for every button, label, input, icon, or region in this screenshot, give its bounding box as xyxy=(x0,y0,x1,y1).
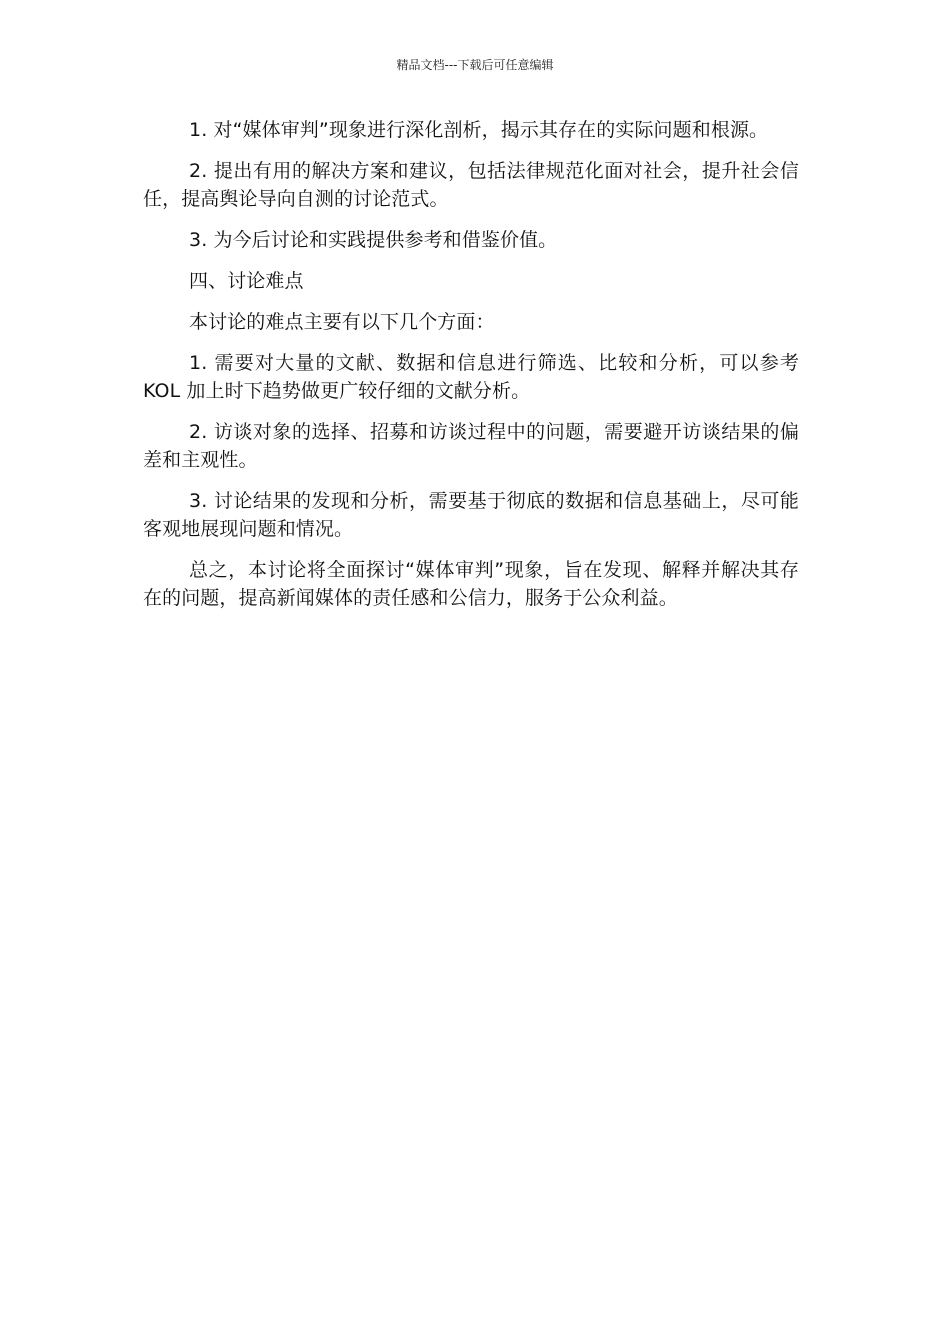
summary-paragraph: 总之，本讨论将全面探讨“媒体审判”现象，旨在发现、解释并解决其存在的问题，提高新闻媒体的责任感和公信力，服务于公众利益。 xyxy=(143,559,799,609)
page-header: 精品文档---下载后可任意编辑 xyxy=(396,58,554,72)
difficulty-item-2: 2. 访谈对象的选择、招募和访谈过程中的问题，需要避开访谈结果的偏差和主观性。 xyxy=(143,421,799,471)
difficulty-item-3: 3. 讨论结果的发现和分析，需要基于彻底的数据和信息基础上，尽可能客观地展现问题和情况。 xyxy=(143,490,799,540)
objective-item-3: 3. 为今后讨论和实践提供参考和借鉴价值。 xyxy=(189,229,558,251)
objective-item-1: 1. 对“媒体审判”现象进行深化剖析，揭示其存在的实际问题和根源。 xyxy=(189,119,769,141)
document-body xyxy=(143,116,799,625)
section-heading: 四、讨论难点 xyxy=(189,270,304,292)
difficulty-item-1: 1. 需要对大量的文献、数据和信息进行筛选、比较和分析，可以参考 KOL 加上时下趋势做更广较仔细的文献分析。 xyxy=(143,352,799,402)
objective-item-2: 2. 提出有用的解决方案和建议，包括法律规范化面对社会，提升社会信任，提高舆论导向自测的讨论范式。 xyxy=(143,160,799,210)
section-intro: 本讨论的难点主要有以下几个方面： xyxy=(189,311,495,333)
